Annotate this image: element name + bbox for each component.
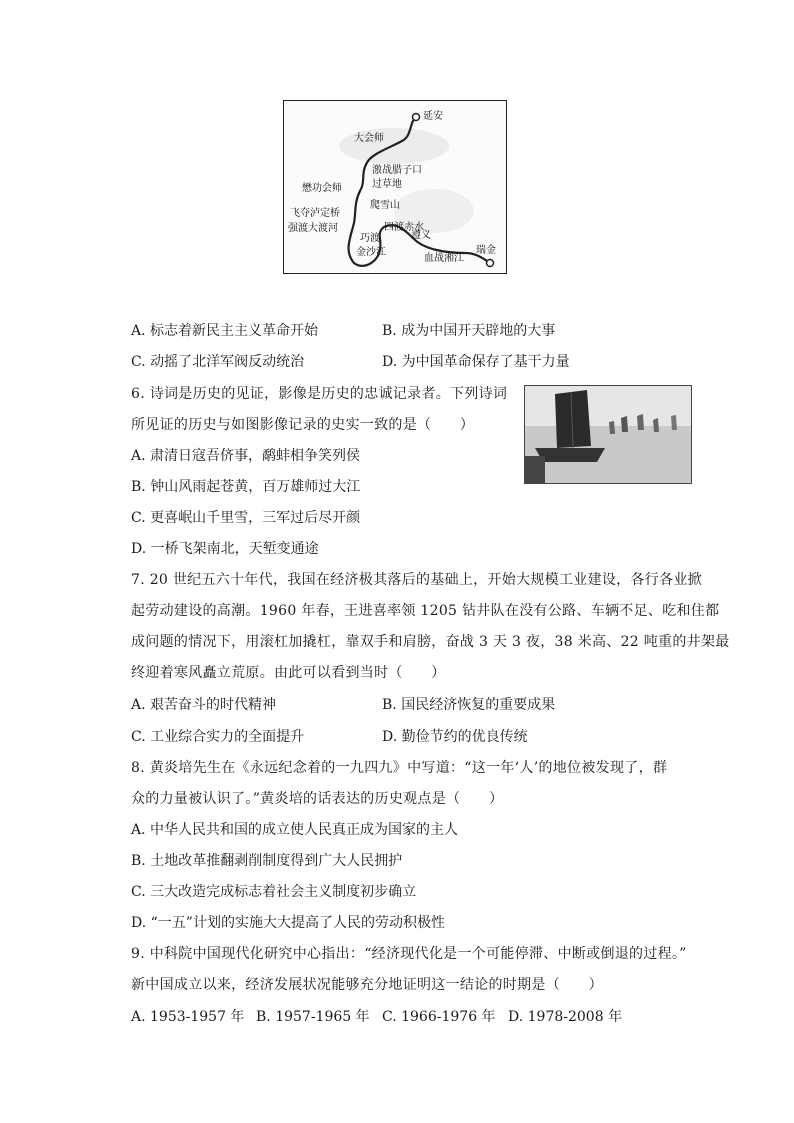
q7-stem-line-2: 起劳动建设的高潮。1960 年春，王进喜率领 1205 钻井队在没有公路、车辆不足、吃和住都: [131, 603, 720, 619]
map-label-2: 激战腊子口: [372, 165, 422, 176]
q5-option-d: D. 为中国革命保存了基干力量: [382, 354, 570, 370]
map-label-11: 遵义: [411, 230, 431, 241]
map-label-3: 过草地: [372, 179, 402, 190]
photo-drawing: [525, 386, 691, 483]
q6-option-b: B. 钟山风雨起苍黄，百万雄师过大江: [131, 479, 361, 495]
q8-option-c: C. 三大改造完成标志着社会主义制度初步确立: [131, 884, 417, 900]
ruijin-marker: [487, 260, 494, 267]
river-crossing-photo: [524, 385, 692, 484]
q7-option-c: C. 工业综合实力的全面提升: [131, 729, 305, 745]
q6-option-a: A. 肃清日寇吾侪事，鹬蚌相争笑列侯: [131, 448, 361, 464]
q6-stem-line-1: 6. 诗词是历史的见证，影像是历史的忠诚记录者。下列诗词: [131, 386, 508, 402]
map-label-13: 瑞金: [476, 245, 496, 256]
yanan-marker: [413, 114, 420, 121]
q6-stem-line-2: 所见证的历史与如图影像记录的史实一致的是（ ）: [131, 417, 475, 433]
q5-option-c: C. 动摇了北洋军阀反动统治: [131, 354, 305, 370]
q9-option-b: B. 1957-1965 年: [256, 1009, 370, 1025]
q9-stem-line-1: 9. 中科院中国现代化研究中心指出：“经济现代化是一个可能停滞、中断或倒退的过程。”: [131, 946, 687, 962]
q7-stem-line-4: 终迎着寒风矗立荒原。由此可以看到当时（ ）: [131, 665, 446, 681]
map-drawing: [284, 101, 506, 273]
q8-stem-line-1: 8. 黄炎培先生在《永远纪念着的一九四九》中写道：“这一年‘人’的地位被发现了，群: [131, 760, 668, 776]
q6-option-c: C. 更喜岷山千里雪，三军过后尽开颜: [131, 510, 361, 526]
q9-stem-line-2: 新中国成立以来，经济发展状况能够充分地证明这一结论的时期是（ ）: [131, 977, 603, 993]
map-label-0: 延安: [423, 111, 443, 122]
map-label-1: 大会师: [354, 133, 384, 144]
q9-option-a: A. 1953-1957 年: [131, 1009, 245, 1025]
long-march-map: [283, 100, 507, 274]
map-label-9: 巧渡: [360, 233, 380, 244]
map-label-6: 飞夺泸定桥: [290, 208, 340, 219]
q7-option-d: D. 勤俭节约的优良传统: [382, 729, 528, 745]
q5-option-a: A. 标志着新民主主义革命开始: [131, 323, 319, 339]
q5-option-b: B. 成为中国开天辟地的大事: [382, 323, 556, 339]
map-label-12: 血战湘江: [424, 253, 464, 264]
q8-stem-line-2: 众的力量被认识了。”黄炎培的话表达的历史观点是（ ）: [131, 791, 504, 807]
q8-option-b: B. 土地改革推翻剥削制度得到广大人民拥护: [131, 853, 403, 869]
q7-stem-line-1: 7. 20 世纪五六十年代，我国在经济极其落后的基础上，开始大规模工业建设，各行各业掀: [131, 572, 702, 588]
q7-option-a: A. 艰苦奋斗的时代精神: [131, 697, 277, 713]
q9-option-c: C. 1966-1976 年: [382, 1009, 496, 1025]
map-label-5: 爬雪山: [370, 200, 400, 211]
map-label-4: 懋功会师: [302, 183, 342, 194]
q7-option-b: B. 国民经济恢复的重要成果: [382, 697, 556, 713]
map-label-10: 金沙江: [356, 247, 386, 258]
q6-option-d: D. 一桥飞架南北，天堑变通途: [131, 541, 319, 557]
q7-stem-line-3: 成问题的情况下，用滚杠加撬杠，靠双手和肩膀，奋战 3 天 3 夜，38 米高、22 吨重的井架最: [131, 634, 730, 650]
q8-option-a: A. 中华人民共和国的成立使人民真正成为国家的主人: [131, 822, 459, 838]
q9-option-d: D. 1978-2008 年: [508, 1009, 623, 1025]
map-label-8: 四渡赤水: [384, 222, 424, 233]
q8-option-d: D. “一五”计划的实施大大提高了人民的劳动积极性: [131, 915, 445, 931]
map-label-7: 强渡大渡河: [288, 223, 338, 234]
